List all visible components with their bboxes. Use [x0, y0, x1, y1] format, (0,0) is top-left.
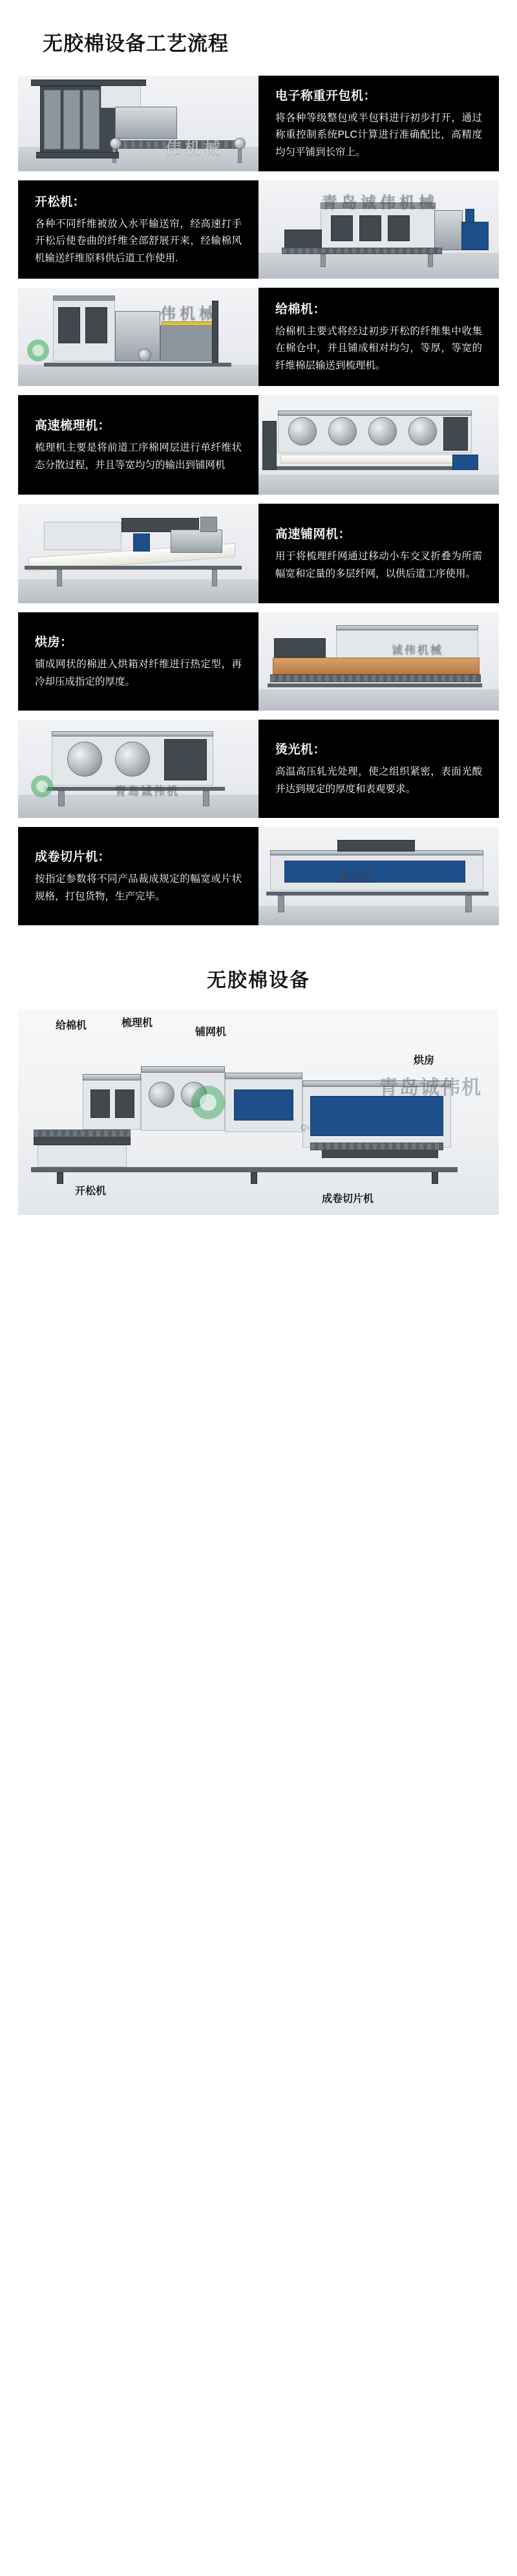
process-row-high-speed-lapping-machine: [18, 504, 499, 603]
machine-heading: 高速梳理机：: [35, 418, 111, 433]
machine-photo-cotton-feeder: [18, 288, 258, 386]
process-row-oven: [18, 612, 499, 711]
machine-photo-calender: [18, 720, 258, 818]
machine-heading: 给棉机：: [275, 302, 326, 316]
machine-body: 给棉机主要式将经过初步开松的纤维集中收集在棉仓中，并且铺成相对均匀，等厚，等宽的纤维棉层输送到梳理机。: [275, 325, 482, 371]
machine-body: 高温高压轧光处理，使之组织紧密，表面光酸并达到规定的厚度和表观要求。: [275, 766, 482, 795]
watermark-text: 青岛诚伟机械: [322, 194, 438, 211]
machine-description-high-speed-carding-machine: [18, 395, 258, 495]
watermark-text: 伟机械: [160, 305, 218, 323]
process-row-cotton-feeder: [18, 288, 499, 386]
machine-body: 将各种等级整包或半包料进行初步打开，通过称重控制系统PLC计算进行准确配比，高精度均匀平铺到长帘上。: [275, 112, 482, 158]
machine-photo-opener: [258, 180, 499, 279]
process-row-high-speed-carding-machine: [18, 395, 499, 495]
lineup-label-oven: 烘房: [414, 1055, 435, 1066]
lineup-label-carding-machine: 梳理机: [121, 1018, 153, 1029]
machine-photo-rolling-cutting-machine: [258, 827, 499, 925]
machine-description-rolling-cutting-machine: [18, 827, 258, 925]
machine-body: 用于将梳理纤网通过移动小车交叉折叠为所需幅宽和定量的多层纤网，以供后道工序使用。: [275, 550, 482, 579]
brand-watermark-subtext: Qingdao Chengwei Machinery: [301, 1123, 421, 1132]
watermark-text: 诚伟机: [337, 870, 376, 883]
process-row-electronic-weighing-bale-opener: [18, 76, 499, 171]
machine-description-opener: [18, 180, 258, 279]
machine-description-calender: [258, 720, 499, 818]
machine-heading: 开松机：: [35, 195, 86, 209]
machine-heading: 电子称重开包机：: [275, 89, 377, 103]
machine-heading: 成卷切片机：: [35, 850, 111, 864]
lineup-label-rolling-cutting-machine: 成卷切片机: [322, 1194, 374, 1205]
watermark-text: 伟机械: [165, 140, 224, 157]
machine-description-oven: [18, 612, 258, 711]
watermark-text: 青岛诚伟机: [115, 785, 180, 797]
machine-description-high-speed-lapping-machine: [258, 504, 499, 603]
machine-description-cotton-feeder: [258, 288, 499, 386]
lineup-label-lapping-machine: 铺网机: [195, 1027, 227, 1038]
brand-watermark-text: 青岛诚伟机: [379, 1077, 482, 1099]
process-row-rolling-cutting-machine: [18, 827, 499, 925]
machine-body: 梳理机主要是将前道工序棉网层进行单纤维状态分散过程，并且等宽均匀的输出到铺网机: [35, 442, 242, 471]
machine-description-electronic-weighing-bale-opener: [258, 76, 499, 171]
machine-photo-electronic-weighing-bale-opener: [18, 76, 258, 171]
brand-logo-watermark: [191, 1086, 225, 1119]
process-row-opener: [18, 180, 499, 279]
watermark-text: 诚伟机械: [392, 644, 443, 656]
machine-heading: 烘房：: [35, 635, 73, 649]
machine-photo-high-speed-carding-machine: [258, 395, 499, 495]
machine-body: 按指定参数将不同产品裁成规定的幅宽或片状规格，打包货物，生产完毕。: [35, 873, 242, 902]
page-title: 无胶棉设备工艺流程: [43, 32, 229, 55]
machine-heading: 烫光机：: [275, 742, 326, 757]
machine-photo-high-speed-lapping-machine: [18, 504, 258, 603]
process-row-calender: [18, 720, 499, 818]
process-flow-page: [0, 0, 517, 1215]
lineup-label-cotton-feeder: 给棉机: [56, 1020, 87, 1031]
machine-body: 各种不同纤维被放入水平输送帘，经高速打手开松后使卷曲的纤维全部舒展开来，经输棉风机输送纤维原料供后道工作使用.: [35, 218, 242, 264]
lineup-label-opener: 开松机: [75, 1186, 107, 1197]
equipment-lineup-photo: [18, 1009, 499, 1215]
machine-body: 铺成网状的棉进入烘箱对纤维进行热定型，再冷却压成指定的厚度。: [35, 658, 242, 687]
machine-photo-oven: [258, 612, 499, 711]
machine-heading: 高速铺网机：: [275, 527, 352, 541]
lineup-title: 无胶棉设备: [207, 970, 310, 991]
